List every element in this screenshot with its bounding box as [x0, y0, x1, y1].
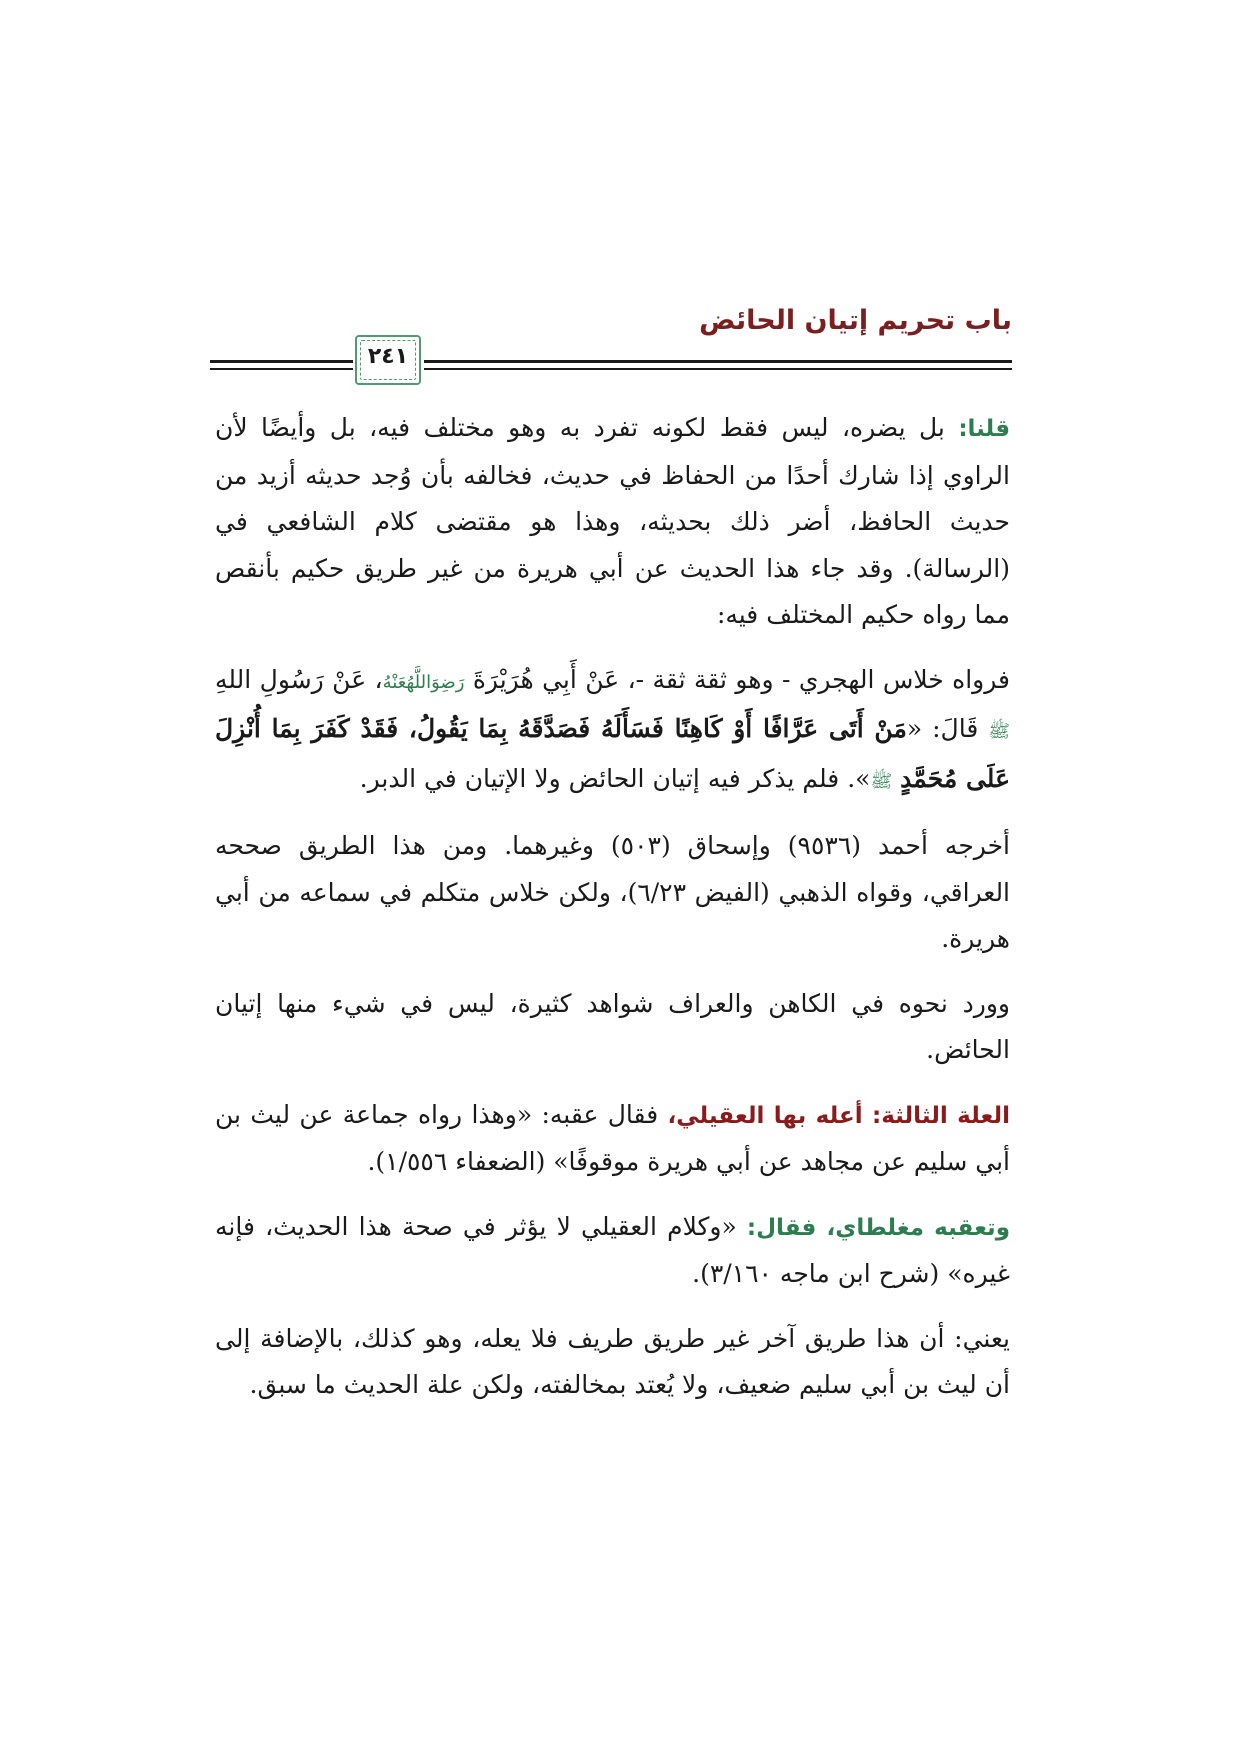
paragraph — [215, 405, 1010, 639]
hadith-quote: مَنْ أَتَى عَرَّافًا أَوْ كَاهِنًا فَسَأَلَهُ فَصَدَّقَهُ بِمَا يَقُولُ، فَقَدْ كَفَرَ بِمَا أُنْزِلَ عَلَى مُحَمَّدٍ — [215, 714, 1010, 793]
paragraph-text: قَالَ: « — [906, 714, 989, 743]
paragraph-lead: وتعقبه مغلطاي، فقال: — [746, 1214, 1010, 1241]
honorific-glyph: ﷺ — [988, 721, 1011, 742]
paragraph-text: فرواه خلاس الهجري - وهو ثقة ثقة -، عَنْ أَبِي هُرَيْرَةَ — [464, 664, 1010, 694]
page-number-badge — [355, 335, 421, 385]
paragraph — [215, 1316, 1010, 1409]
paragraph-text: بل يضره، ليس فقط لكونه تفرد به وهو مختلف فيه، بل وأيضًا لأن الراوي إذا شارك أحدًا من الحفاظ في حديث، فخالفه بأن وُجد حديثه أزيد من حديث الحافظ، أضر ذلك بحديثه، وهذا هو مقتضى كلام الشافعي في (الرسالة). وقد جاء هذا الحديث عن أبي هريرة من غير طريق حكيم بأنقص مما رواه حكيم المختلف فيه: — [215, 413, 1010, 629]
paragraph-text: فقال عقبه: «وهذا رواه جماعة عن ليث بن أبي سليم عن مجاهد عن أبي هريرة موقوفًا» (الضعفاء ١/٥٥٦). — [215, 1099, 1010, 1176]
chapter-title: باب تحريم إتيان الحائض — [699, 305, 1012, 336]
paragraph-lead: العلة الثالثة: أعله بها العقيلي، — [667, 1102, 1010, 1129]
honorific-glyph: رَضِوَاللَّهُعَنْهُ — [382, 671, 465, 693]
paragraph-text: ، عَنْ رَسُولِ اللهِ — [215, 664, 383, 694]
paragraph — [215, 1204, 1010, 1298]
honorific-glyph: ﷺ — [870, 770, 893, 792]
header-rule — [210, 368, 353, 370]
paragraph — [215, 981, 1010, 1074]
header-rule — [210, 360, 353, 363]
paragraph — [215, 657, 1010, 806]
paragraph-text: أخرجه أحمد (٩٥٣٦) وإسحاق (٥٠٣) وغيرهما. ومن هذا الطريق صححه العراقي، وقواه الذهبي (الفيض ٦/٢٣)، ولكن خلاس متكلم في سماعه من أبي هريرة. — [215, 831, 1011, 953]
body-text — [215, 405, 1010, 1427]
paragraph-text: وورد نحوه في الكاهن والعراف شواهد كثيرة، ليس في شيء منها إتيان الحائض. — [215, 988, 1010, 1064]
paragraph-text: «وكلام العقيلي لا يؤثر في صحة هذا الحديث، فإنه غيره» (شرح ابن ماجه ٣/١٦٠). — [215, 1211, 1010, 1288]
page-number: ٢٤١ — [367, 344, 409, 369]
paragraph — [215, 1092, 1010, 1186]
header-rule — [424, 360, 1012, 363]
page-header — [210, 305, 1012, 385]
header-rule — [424, 368, 1012, 370]
paragraph-lead: قلنا: — [958, 416, 1010, 442]
paragraph — [215, 823, 1010, 963]
paragraph-text: يعني: أن هذا طريق آخر غير طريق طريف فلا يعله، وهو كذلك، بالإضافة إلى أن ليث بن أبي سليم ضعيف، ولا يُعتد بمخالفته، ولكن علة الحديث ما سبق. — [215, 1323, 1010, 1399]
paragraph-text: ». فلم يذكر فيه إتيان الحائض ولا الإتيان في الدبر. — [359, 763, 871, 793]
